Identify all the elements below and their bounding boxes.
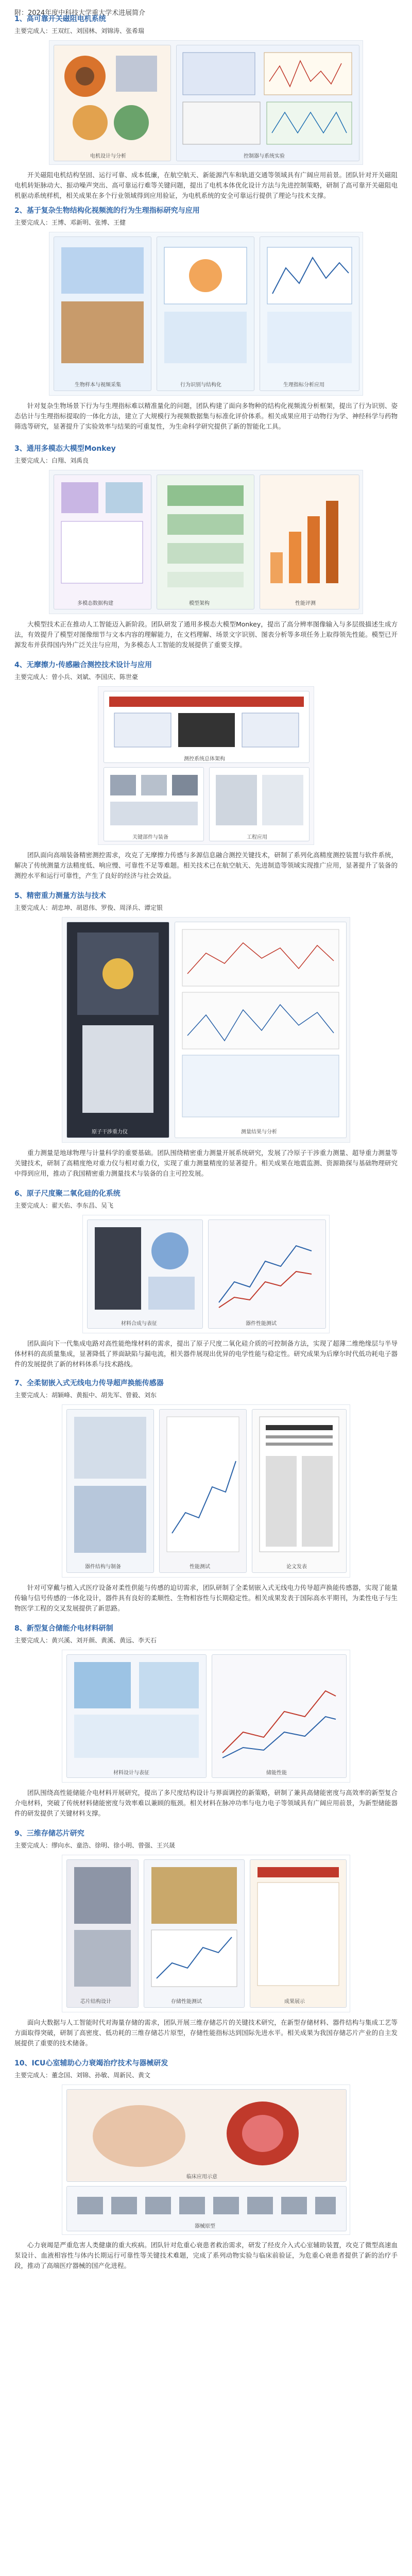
figure-panel: [66, 1409, 154, 1573]
figure-caption: 关键部件与装备: [132, 835, 168, 840]
section-3: [14, 444, 398, 660]
section-figure: [62, 2084, 350, 2235]
figure-panel: [157, 474, 254, 609]
figure-panel: [175, 922, 347, 1138]
storage-performance-illustration: [144, 1860, 244, 1994]
section-figure: [62, 1650, 350, 1783]
figure-caption: 工程应用: [247, 835, 267, 840]
section-figure: [62, 1404, 350, 1578]
section-title: 2、基于复杂生物结构化视频流的行为生理指标研究与应用: [14, 207, 200, 215]
section-figure: [98, 686, 314, 845]
figure-panel: [104, 767, 204, 841]
section-figure: [82, 1215, 330, 1333]
section-title: 1、高可靠开关磁阻电机系统: [14, 15, 106, 23]
section-paragraph: 面向大数据与人工智能时代对海量存储的需求，团队开展三维存储芯片的关键技术研究，在新型存储材料、器件结构与集成工艺等方面取得突破，研制了高密度、低功耗的三维存储芯片原型，存储性能指标达到国际先进水平。相关成果为我国存储芯片产业的自主发展提供了重要的技术储备。: [14, 2019, 398, 2047]
material-design-illustration: [67, 1655, 206, 1764]
figure-caption: 生理指标分析应用: [283, 382, 324, 388]
chip-design-illustration: [67, 1860, 138, 1994]
figure-caption: 材料设计与表征: [113, 1770, 149, 1776]
section-authors: 主要完成人：王博、邓新明、张博、王健: [14, 219, 126, 226]
figure-panel: [260, 236, 359, 391]
section-paragraph: 团队围绕高性能储能介电材料开展研究，提出了多尺度结构设计与界面调控的新策略，研制了兼具高储能密度与高效率的新型复合介电材料，突破了传统材料储能密度与效率难以兼顾的瓶颈。相关材料在脉冲功率与电力电子等领域具有广阔应用前景，为新型储能器件的研发提供了关键材料支撑。: [14, 1789, 398, 1817]
section-authors: 主要完成人：董念国、刘锦、孙敏、周新民、黄文: [14, 2072, 151, 2079]
section-title: 7、全柔韧嵌入式无线电力传导超声换能传感器: [14, 1379, 164, 1387]
figure-caption: 材料合成与表征: [121, 1321, 157, 1327]
motor-illustration: [54, 45, 170, 148]
components-illustration: [104, 768, 203, 829]
section-title: 3、通用多模态大模型Monkey: [14, 445, 116, 453]
figure-panel: [250, 1859, 347, 2008]
physiology-analysis-illustration: [260, 237, 359, 376]
section-title: 8、新型复合储能介电材料研制: [14, 1624, 113, 1633]
section-paragraph: 针对可穿戴与植入式医疗设备对柔性供能与传感的迫切需求，团队研制了全柔韧嵌入式无线电力传导超声换能传感器，实现了能量传输与信号传感的一体化设计，器件具有良好的柔顺性、生物相容性与长期稳定性。相关成果发表于国际高水平期刊，为柔性电子与生物医学工程的交叉发展提供了新思路。: [14, 1584, 398, 1612]
figure-panel: [212, 1654, 347, 1778]
gravimeter-illustration: [67, 922, 169, 1124]
figure-caption: 性能测试: [190, 1564, 210, 1570]
figure-panel: [260, 474, 359, 609]
clinical-illustration: [67, 2090, 346, 2171]
section-authors: 主要完成人：胡颖峰、黄振中、胡先军、曾毅、刘东: [14, 1392, 157, 1399]
figure-caption: 生物样本与视频采集: [75, 382, 121, 388]
section-6: [14, 1189, 398, 1379]
section-5: [14, 891, 398, 1189]
section-9: [14, 1829, 398, 2059]
system-architecture-illustration: [104, 691, 309, 752]
figure-panel: [208, 1219, 326, 1329]
figure-caption: 测量结果与分析: [241, 1129, 277, 1135]
figure-caption: 器件性能测试: [246, 1321, 277, 1327]
device-structure-illustration: [67, 1410, 153, 1559]
figure-caption: 芯片结构设计: [80, 1999, 111, 2005]
figure-caption: 模型架构: [189, 601, 210, 606]
section-paragraph: 心力衰竭是严重危害人类健康的重大疾病。团队针对危重心衰患者救治需求，研发了经皮介入式心室辅助装置，攻克了微型高速血泵设计、血液相容性与体内长期运行可靠性等关键技术难题，完成了系列动物实验与临床前验证，为危重心衰患者提供了新的治疗手段，推动了高端医疗器械的国产化进程。: [14, 2241, 398, 2269]
section-paragraph: 重力测量是地球物理与计量科学的重要基础。团队围绕精密重力测量开展系统研究，发展了冷原子干涉重力测量、超导重力测量等关键技术，研制了高精度绝对重力仪与相对重力仪，实现了重力测量精度的显著提升。相关成果在地震监测、资源勘探与基础物理研究中得到应用，推动了我国精密重力测量技术与装备的自主可控发展。: [14, 1149, 398, 1177]
section-title: 6、原子尺度聚二氧化硅的化系统: [14, 1190, 121, 1198]
section-title: 9、三维存储芯片研究: [14, 1829, 84, 1838]
section-paragraph: 团队面向下一代集成电路对高性能绝缘材料的需求，提出了原子尺度二氧化硅介质的可控制备方法，实现了超薄二维绝缘层与半导体材料的高质量集成，显著降低了界面缺陷与漏电流，相关器件展现出优异的电学性能与稳定性。研究成果为后摩尔时代低功耗电子器件的发展提供了新的材料体系与技术路线。: [14, 1340, 398, 1368]
application-illustration: [210, 768, 309, 829]
figure-panel: [104, 691, 310, 763]
section-10: [14, 2059, 398, 2282]
section-4: [14, 660, 398, 891]
model-architecture-illustration: [157, 475, 254, 594]
figure-panel: [87, 1219, 203, 1329]
figure-caption: 成果展示: [284, 1999, 305, 2005]
figure-caption: 论文发表: [286, 1564, 307, 1570]
figure-panel-right: [176, 45, 359, 161]
figure-caption: 电机设计与分析: [90, 154, 126, 159]
section-paragraph: 针对复杂生物场景下行为与生理指标难以精准量化的问题，团队构建了面向多物种的结构化视频流分析框架，提出了行为识别、姿态估计与生理指标提取的一体化方法，建立了大规模行为视频数据集与标准化评价体系。相关成果应用于动物行为学、神经科学与药物筛选等研究，显著提升了实验效率与结果的可重复性，为生命科学研究提供了新的智能化工具。: [14, 402, 398, 430]
figure-caption: 器件结构与制备: [85, 1564, 121, 1570]
section-authors: 主要完成人：白翔、刘禹良: [14, 457, 89, 464]
figure-caption: 测控系统总体架构: [184, 756, 225, 762]
figure-panel: [157, 236, 254, 391]
section-paragraph: 开关磁阻电机结构坚固、运行可靠、成本低廉，在航空航天、新能源汽车和轨道交通等领域具有广阔应用前景。团队针对开关磁阻电机转矩脉动大、振动噪声突出、高可靠运行难等关键问题，提出了电机本体优化设计方法与先进控制策略，研制了高可靠开关磁阻电机驱动系统样机，相关成果在多个行业领域得到应用验证，为电机系统的安全可靠运行提供了理论与技术支撑。: [14, 171, 398, 199]
figure-panel: [66, 2186, 347, 2231]
figure-panel: [144, 1859, 245, 2008]
energy-storage-illustration: [212, 1655, 346, 1764]
figure-caption: 器械原型: [195, 2224, 215, 2229]
section-figure: [49, 40, 363, 165]
intro-text: 附：2024年度中科技大学重大学术进展简介: [14, 9, 146, 17]
system-illustration: [177, 45, 359, 148]
behavior-recognition-illustration: [157, 237, 254, 376]
figure-caption: 行为识别与结构化: [180, 382, 221, 388]
figure-panel: [54, 474, 151, 609]
section-authors: 主要完成人：缪向水、童浩、徐明、徐小明、曾强、王兴晟: [14, 1842, 176, 1849]
section-authors: 主要完成人：黄兴溪、刘开颜、黄溪、黄远、李天石: [14, 1637, 157, 1644]
figure-panel: [54, 236, 151, 391]
section-figure: [49, 232, 363, 396]
section-title: 10、ICU心室辅助心力衰竭治疗技术与器械研发: [14, 2059, 168, 2067]
section-paragraph: 团队面向高端装备精密测控需求，攻克了无摩擦力传感与多源信息融合测控关键技术，研制了系列化高精度测控装置与软件系统，解决了传统测量方法精度低、响应慢、可靠性不足等难题。相关技术已在航空航天、先进制造等领域实现推广应用，显著提升了装备的测控水平和运行可靠性，产生了良好的经济与社会效益。: [14, 851, 398, 879]
section-1: [14, 14, 398, 206]
figure-panel: [66, 1859, 139, 2008]
figure-panel: [66, 2089, 347, 2182]
figure-caption: 多模态数据构建: [77, 601, 113, 606]
section-authors: 主要完成人：胡忠坤、胡恩伟、罗俊、周泽兵、谭定银: [14, 904, 163, 911]
section-authors: 主要完成人：王双红、刘国林、刘锦涛、张希瑞: [14, 27, 145, 35]
figure-panel: [66, 1654, 207, 1778]
multimodal-data-illustration: [54, 475, 151, 594]
section-authors: 主要完成人：曾小兵、刘斌、李国庆、陈世豪: [14, 673, 139, 681]
section-7: [14, 1379, 398, 1624]
material-illustration: [88, 1220, 202, 1316]
figure-panel-left: [54, 45, 171, 161]
bio-sample-illustration: [54, 237, 151, 376]
device-prototype-illustration: [67, 2187, 346, 2221]
figure-panel: [252, 1409, 347, 1573]
section-authors: 主要完成人：翟天佑、李东昌、吴飞: [14, 1202, 114, 1209]
section-figure: [62, 1855, 350, 2012]
figure-panel: [159, 1409, 247, 1573]
section-2: [14, 206, 398, 444]
figure-caption: 存储性能测试: [171, 1999, 202, 2005]
section-title: 5、精密重力测量方法与技术: [14, 892, 106, 900]
section-figure: [49, 470, 363, 614]
section-8: [14, 1624, 398, 1829]
paper-illustration: [252, 1410, 346, 1559]
figure-caption: 性能评测: [295, 601, 316, 606]
section-paragraph: 大模型技术正在推动人工智能迈入新阶段。团队研发了通用多模态大模型Monkey，提出了高分辨率图像输入与多层级描述生成方法，有效提升了模型对图像细节与文本内容的理解能力，在文档理解、场景文字识别、图表分析等多项任务上取得领先性能。模型已开源发布并获得国内外广泛关注与应用，为多模态人工智能的发展提供了重要支撑。: [14, 620, 398, 649]
evaluation-illustration: [260, 475, 359, 594]
achievement-illustration: [250, 1860, 346, 1994]
figure-caption: 临床应用示意: [186, 2174, 217, 2180]
section-title: 4、无摩擦力·传感融合测控技术设计与应用: [14, 661, 152, 669]
figure-caption: 原子干涉重力仪: [92, 1129, 128, 1135]
figure-panel: [66, 922, 169, 1138]
figure-panel: [209, 767, 310, 841]
figure-caption: 储能性能: [266, 1770, 287, 1776]
device-performance-illustration: [209, 1220, 325, 1316]
measurement-results-illustration: [175, 922, 346, 1124]
performance-illustration: [160, 1410, 246, 1559]
section-figure: [62, 917, 350, 1143]
figure-caption: 控制器与系统实验: [244, 154, 285, 159]
